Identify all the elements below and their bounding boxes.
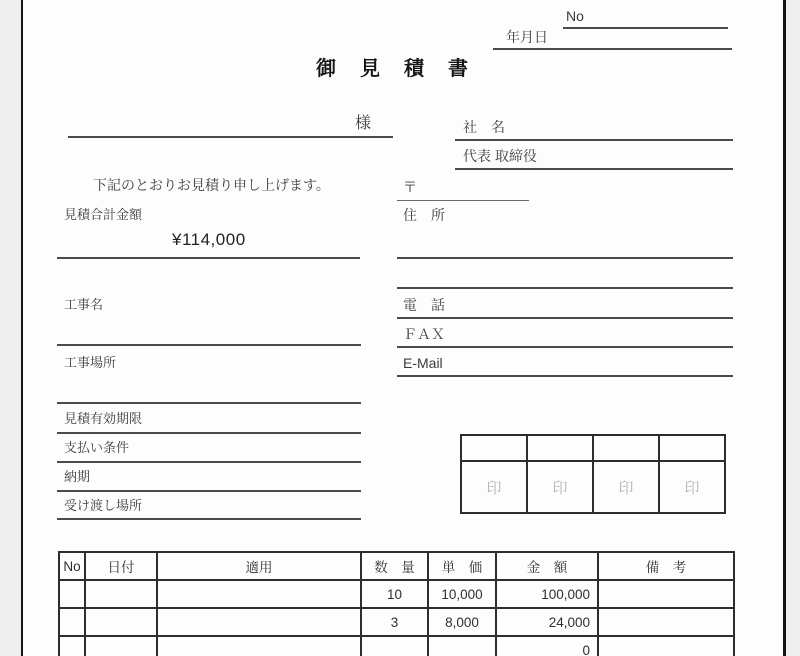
email-label: E-Mail (403, 355, 443, 371)
items-header-amount: 金 額 (496, 552, 598, 580)
no-label: No (566, 8, 584, 24)
project-site-line (57, 402, 361, 404)
company-name-label: 社 名 (463, 119, 505, 135)
seal-title-cell (527, 435, 593, 461)
address-label: 住 所 (403, 207, 445, 223)
company-name-line (455, 139, 733, 141)
fax-label: ＦＡＸ (403, 326, 445, 342)
greeting-text: 下記のとおりお見積り申し上げます。 (93, 177, 330, 193)
items-row (59, 636, 734, 656)
delivery-date-label: 納期 (64, 469, 91, 484)
payment-terms-line (57, 461, 361, 463)
item-quantity-cell (361, 636, 428, 656)
item-description-cell (157, 636, 361, 656)
honorific-label: 様 (355, 115, 372, 132)
seal-stamp-cell: 印 (593, 461, 659, 513)
item-quantity-cell: 3 (361, 608, 428, 636)
page-border-right (783, 0, 786, 656)
seal-title-row (461, 435, 725, 461)
item-amount-cell: 100,000 (496, 580, 598, 608)
total-amount-value: ¥114,000 (172, 230, 246, 249)
seal-title-cell (593, 435, 659, 461)
items-header-quantity: 数 量 (361, 552, 428, 580)
item-amount-cell: 24,000 (496, 608, 598, 636)
address-line-2 (397, 287, 733, 289)
item-quantity-cell: 10 (361, 580, 428, 608)
items-header-row (59, 552, 734, 580)
phone-line (397, 317, 733, 319)
project-name-label: 工事名 (64, 297, 104, 312)
seal-table (460, 434, 726, 514)
seal-title-cell (461, 435, 527, 461)
page-title: 御 見 積 書 (316, 58, 470, 80)
phone-label: 電 話 (403, 297, 445, 313)
items-table (58, 551, 735, 656)
item-no-cell (59, 608, 85, 636)
seal-stamp-cell: 印 (461, 461, 527, 513)
total-amount-label: 見積合計金額 (64, 207, 143, 222)
date-field-line (493, 48, 732, 50)
representative-line (455, 168, 733, 170)
fax-line (397, 346, 733, 348)
items-row (59, 580, 734, 608)
validity-label: 見積有効期限 (64, 411, 143, 426)
item-remarks-cell (598, 608, 734, 636)
handover-place-label: 受け渡し場所 (64, 498, 143, 513)
item-remarks-cell (598, 580, 734, 608)
project-site-label: 工事場所 (64, 355, 117, 370)
seal-stamp-cell: 印 (527, 461, 593, 513)
items-header-no: No (59, 552, 85, 580)
address-line-1 (397, 257, 733, 259)
item-unit-price-cell (428, 636, 496, 656)
handover-place-line (57, 518, 361, 520)
item-unit-price-cell: 8,000 (428, 608, 496, 636)
postal-mark: 〒 (403, 179, 417, 195)
item-no-cell (59, 636, 85, 656)
item-description-cell (157, 608, 361, 636)
item-date-cell (85, 636, 157, 656)
seal-stamp-cell: 印 (659, 461, 725, 513)
item-no-cell (59, 580, 85, 608)
total-amount-line (57, 257, 360, 259)
item-amount-cell: 0 (496, 636, 598, 656)
validity-line (57, 432, 361, 434)
seal-stamp-row (461, 461, 725, 513)
items-header-date: 日付 (85, 552, 157, 580)
items-header-remarks: 備 考 (598, 552, 734, 580)
representative-label: 代表 取締役 (463, 148, 537, 164)
items-header-description: 適用 (157, 552, 361, 580)
page-border-left (21, 0, 23, 656)
item-description-cell (157, 580, 361, 608)
date-label: 年月日 (506, 29, 548, 45)
item-unit-price-cell: 10,000 (428, 580, 496, 608)
items-header-unit-price: 単 価 (428, 552, 496, 580)
item-date-cell (85, 608, 157, 636)
email-line (397, 375, 733, 377)
no-field-line (563, 27, 728, 29)
postal-field-line (397, 200, 529, 201)
item-date-cell (85, 580, 157, 608)
customer-name-line (68, 136, 393, 138)
delivery-date-line (57, 490, 361, 492)
items-row (59, 608, 734, 636)
item-remarks-cell (598, 636, 734, 656)
seal-title-cell (659, 435, 725, 461)
project-name-line (57, 344, 361, 346)
payment-terms-label: 支払い条件 (64, 440, 130, 455)
